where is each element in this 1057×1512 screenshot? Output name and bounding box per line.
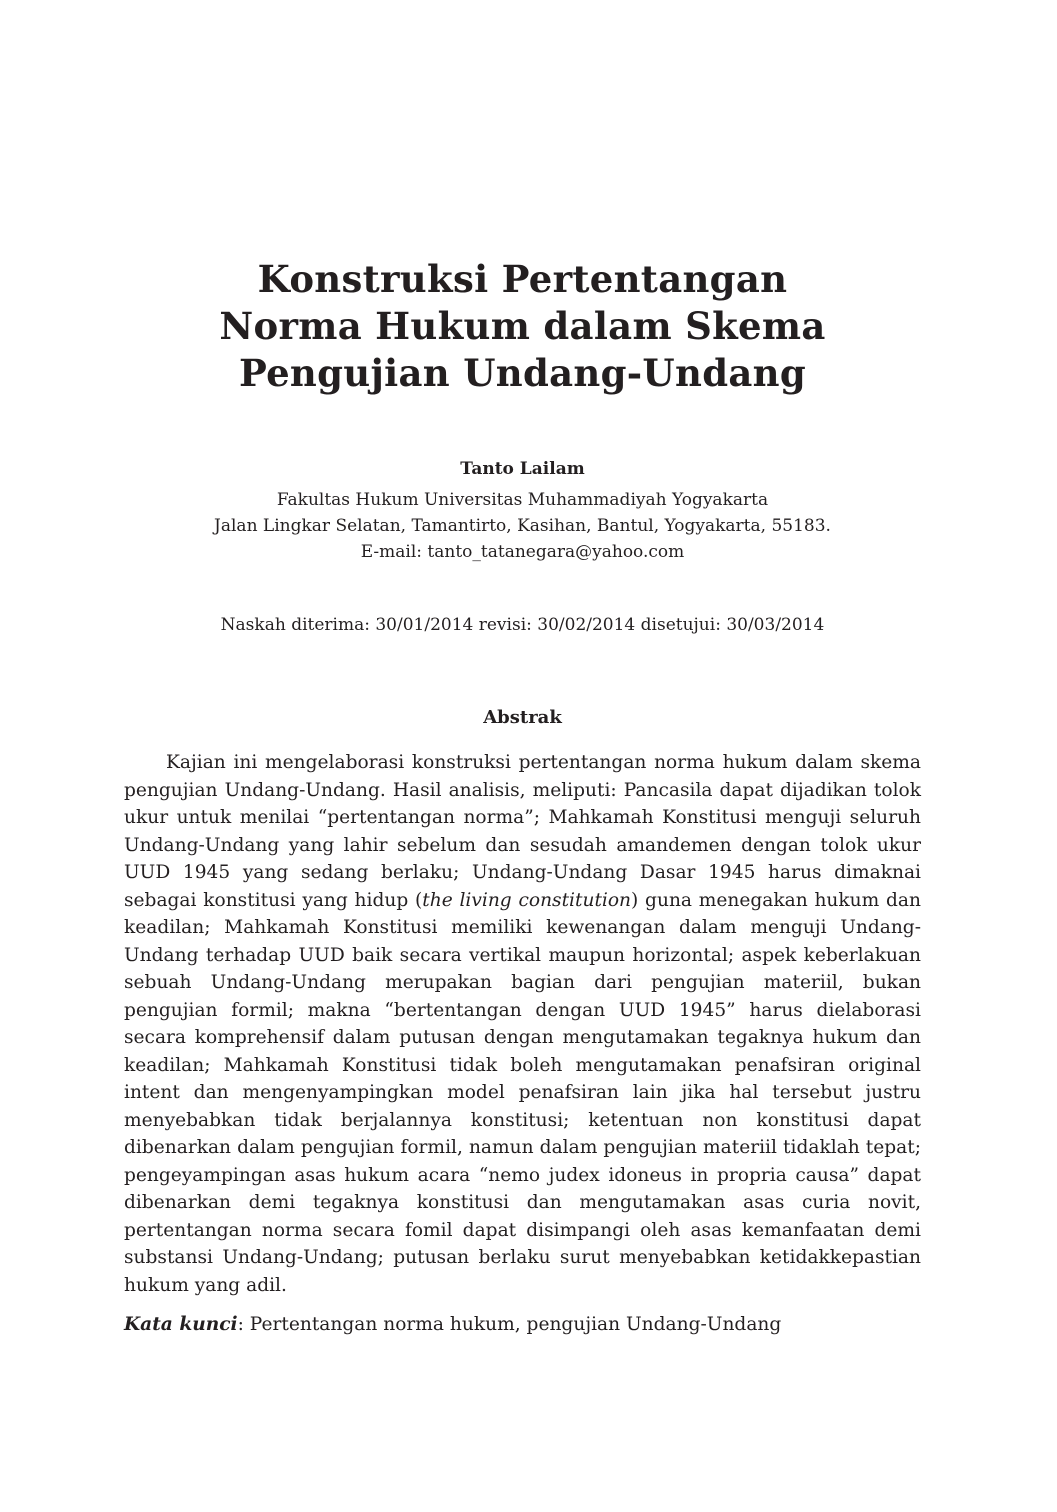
abstract-text-part-1: Kajian ini mengelaborasi konstruksi pertentangan norma hukum dalam skema pengujian Undang-Undang. Hasil analisis, meliputi: Pancasila dapat dijadikan tolok ukur untuk menilai “pertentangan norma”; Mahkamah Konstitusi menguji seluruh Undang-Undang yang lahir sebelum dan sesudah amandemen dengan tolok ukur UUD 1945 yang sedang berlaku; Undang-Undang Dasar 1945 harus dimaknai sebagai konstitusi yang hidup ( (124, 752, 921, 911)
keywords-text: Pertentangan norma hukum, pengujian Undang-Undang (243, 1314, 782, 1335)
author-email: E-mail: tanto_tatanegara@yahoo.com (360, 542, 685, 562)
abstract-italic-phrase: the living constitution (422, 889, 632, 911)
manuscript-dates: Naskah diterima: 30/01/2014 revisi: 30/02/2014 disetujui: 30/03/2014 (220, 615, 825, 635)
abstract-heading: Abstrak (483, 707, 562, 728)
keywords-line (124, 1311, 921, 1339)
keywords-label: Kata kunci (124, 1314, 238, 1335)
title-line-1: Konstruksi Pertentangan (257, 257, 788, 301)
paper-title (120, 256, 925, 397)
title-line-3: Pengujian Undang-Undang (238, 351, 807, 395)
author-name: Tanto Lailam (460, 459, 585, 479)
author-affiliation: Fakultas Hukum Universitas Muhammadiyah Yogyakarta (276, 490, 769, 510)
keywords-separator: : (237, 1314, 244, 1335)
abstract-text-part-2: ) guna menegakan hukum dan keadilan; Mahkamah Konstitusi memiliki kewenangan dalam menguji Undang-Undang terhadap UUD baik secara vertikal maupun horizontal; aspek keberlakuan sebuah Undang-Undang merupakan bagian dari pengujian materiil, bukan pengujian formil; makna “bertentangan dengan UUD 1945” harus dielaborasi secara komprehensif dalam putusan dengan mengutamakan tegaknya hukum dan keadilan; Mahkamah Konstitusi tidak boleh mengutamakan penafsiran original intent dan mengenyampingkan model penafsiran lain jika hal tersebut justru menyebabkan tidak berjalannya konstitusi; ketentuan non konstitusi dapat dibenarkan dalam pengujian formil, namun dalam pengujian materiil tidaklah tepat; pengeyampingan asas hukum acara “nemo judex idoneus in propria causa” dapat dibenarkan demi tegaknya konstitusi dan mengutamakan asas curia novit, pertentangan norma secara fomil dapat disimpangi oleh asas kemanfaatan demi substansi Undang-Undang; putusan berlaku surut menyebabkan ketidakkepastian hukum yang adil. (124, 889, 921, 1296)
author-address: Jalan Lingkar Selatan, Tamantirto, Kasihan, Bantul, Yogyakarta, 55183. (214, 516, 831, 536)
abstract-body (124, 749, 921, 1299)
author-affiliation-block (120, 487, 925, 565)
title-line-2: Norma Hukum dalam Skema (219, 304, 826, 348)
